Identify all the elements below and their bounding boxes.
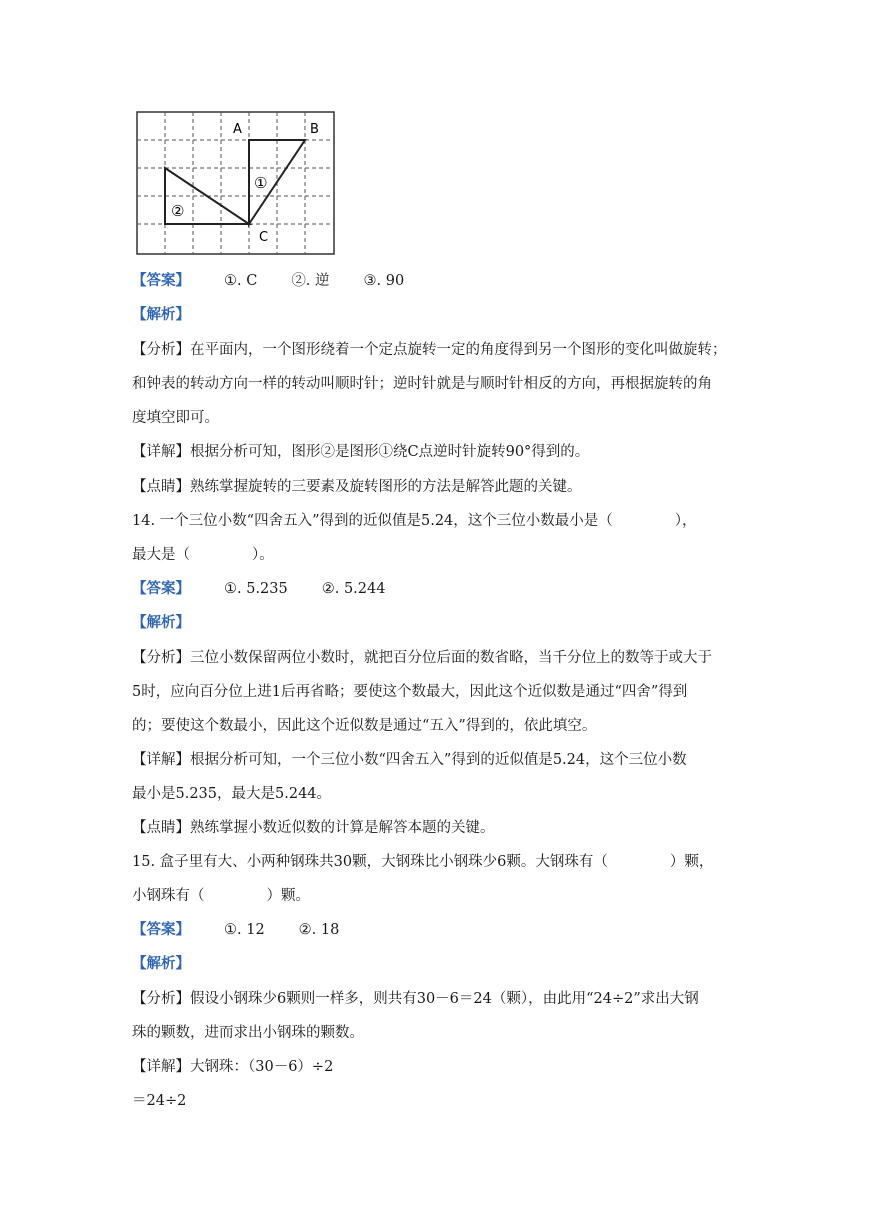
q14-question-line-1 <box>132 511 697 531</box>
answer-item: ①. C <box>224 273 258 289</box>
question-text: ）颗。 <box>266 888 310 904</box>
xiangjie-tag: 【详解】 <box>132 444 190 460</box>
analysis-tag: 【解析】 <box>132 306 190 323</box>
q13-analysis-heading <box>132 305 190 325</box>
q14-xiangjie-line-2: 最小是5.235，最大是5.244。 <box>132 786 332 802</box>
q14-fenxi-line-3: 的；要使这个数最小，因此这个近似数是通过“五入”得到的，依此填空。 <box>132 718 597 734</box>
q15-xiangjie <box>132 1057 333 1077</box>
answer-item: ①. 5.235 <box>224 581 288 597</box>
q15-calc-line: ＝24÷2 <box>132 1093 187 1109</box>
dianjing-text: 熟练掌握旋转的三要素及旋转图形的方法是解答此题的关键。 <box>190 479 582 495</box>
q15-answer-line <box>132 920 339 940</box>
fenxi-text: 假设小钢珠少6颗则一样多，则共有30－6＝24（颗），由此用“24÷2”求出大钢 <box>190 991 699 1007</box>
q13-xiangjie <box>132 442 589 462</box>
q13-dianjing <box>132 477 582 497</box>
fenxi-text: 在平面内，一个图形绕着一个定点旋转一定的角度得到另一个图形的变化叫做旋转； <box>190 342 727 358</box>
question-text: 15. 盒子里有大、小两种钢珠共30颗，大钢珠比小钢珠少6颗。大钢珠有（ <box>132 854 608 870</box>
answer-tag: 【答案】 <box>132 272 190 289</box>
label-c: C <box>259 230 269 245</box>
question-text: ）， <box>674 513 697 529</box>
q13-fenxi-line-1 <box>132 340 727 360</box>
q15-fenxi-line-2: 珠的颗数，进而求出小钢珠的颗数。 <box>132 1025 364 1041</box>
label-circle-1: ① <box>254 174 268 192</box>
question-text: 14. 一个三位小数“四舍五入”得到的近似值是5.24，这个三位小数最小是（ <box>132 513 613 529</box>
question-text: 小钢珠有（ <box>132 888 205 904</box>
xiangjie-tag: 【详解】 <box>132 752 190 768</box>
xiangjie-text: 根据分析可知，一个三位小数“四舍五入”得到的近似值是5.24，这个三位小数 <box>190 752 687 768</box>
answer-item: ②. 18 <box>298 922 340 938</box>
dianjing-text: 熟练掌握小数近似数的计算是解答本题的关键。 <box>190 820 495 836</box>
answer-tag: 【答案】 <box>132 580 190 597</box>
fenxi-text: 三位小数保留两位小数时，就把百分位后面的数省略，当千分位上的数等于或大于 <box>190 650 712 666</box>
q14-analysis-heading <box>132 613 190 633</box>
answer-item: ②. 逆 <box>291 273 330 289</box>
label-a: A <box>233 122 242 137</box>
answer-tag: 【答案】 <box>132 921 190 938</box>
xiangjie-text: 大钢珠：（30－6）÷2 <box>190 1059 334 1075</box>
q14-xiangjie-line-1 <box>132 750 687 770</box>
q15-fenxi-line-1 <box>132 989 699 1009</box>
q15-analysis-heading <box>132 954 190 974</box>
fenxi-tag: 【分析】 <box>132 342 190 358</box>
q13-fenxi-line-3: 度填空即可。 <box>132 410 219 426</box>
answer-item: ③. 90 <box>363 273 405 289</box>
answer-item: ①. 12 <box>224 922 265 938</box>
analysis-tag: 【解析】 <box>132 614 190 631</box>
xiangjie-tag: 【详解】 <box>132 1059 190 1075</box>
q15-question-line-1 <box>132 852 713 872</box>
question-text: 最大是（ <box>132 547 190 563</box>
q15-question-line-2 <box>132 886 310 906</box>
dianjing-tag: 【点睛】 <box>132 820 190 836</box>
dianjing-tag: 【点睛】 <box>132 479 190 495</box>
label-b: B <box>310 122 319 137</box>
q14-question-line-2 <box>132 545 274 565</box>
q14-fenxi-line-2: 5时，应向百分位上进1后再省略；要使这个数最大，因此这个近似数是通过“四舍”得到 <box>132 684 688 700</box>
rotation-figure <box>136 109 338 257</box>
q13-answer-line <box>132 271 404 291</box>
question-text: ）。 <box>252 547 274 563</box>
fenxi-tag: 【分析】 <box>132 991 190 1007</box>
q14-dianjing <box>132 818 495 838</box>
q14-answer-line <box>132 579 385 599</box>
q13-fenxi-line-2: 和钟表的转动方向一样的转动叫顺时针；逆时针就是与顺时针相反的方向，再根据旋转的角 <box>132 376 712 392</box>
q14-fenxi-line-1 <box>132 648 712 668</box>
answer-item: ②. 5.244 <box>321 581 386 597</box>
question-text: ）颗， <box>669 854 714 870</box>
fenxi-tag: 【分析】 <box>132 650 190 666</box>
analysis-tag: 【解析】 <box>132 955 190 972</box>
label-circle-2: ② <box>171 202 185 220</box>
xiangjie-text: 根据分析可知，图形②是图形①绕C点逆时针旋转90°得到的。 <box>190 444 590 460</box>
